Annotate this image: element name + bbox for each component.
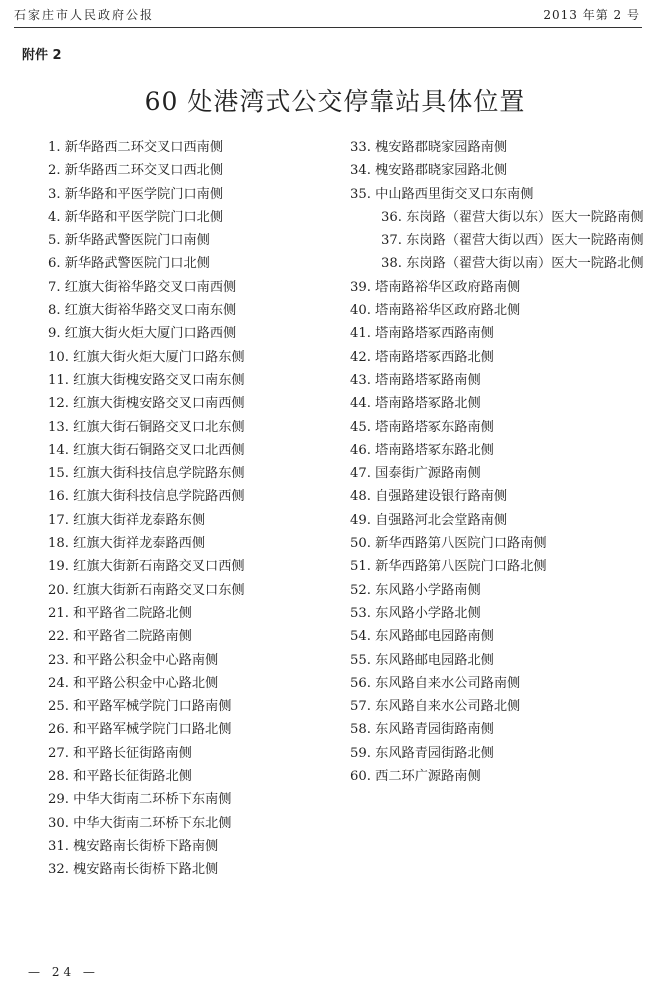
list-item: 28. 和平路长征街路北侧	[48, 769, 192, 785]
list-item: 5. 新华路武警医院门口南侧	[48, 233, 210, 249]
list-item: 40. 塔南路裕华区政府路北侧	[350, 303, 521, 319]
list-item: 60. 西二环广源路南侧	[350, 769, 481, 785]
list-item: 6. 新华路武警医院门口北侧	[48, 256, 210, 272]
list-item: 45. 塔南路塔冢东路南侧	[350, 419, 494, 435]
list-item: 26. 和平路军械学院门口路北侧	[48, 722, 232, 738]
list-item: 11. 红旗大街槐安路交叉口南东侧	[48, 372, 245, 388]
list-item: 38. 东岗路（翟营大街以南）医大一院路北侧	[381, 256, 644, 272]
list-item: 22. 和平路省二院路南侧	[48, 629, 192, 645]
list-item: 49. 自强路河北会堂路南侧	[350, 512, 508, 528]
list-item: 50. 新华西路第八医院门口路南侧	[350, 536, 547, 552]
list-item: 59. 东风路青园街路北侧	[350, 745, 494, 761]
list-item: 23. 和平路公积金中心路南侧	[48, 652, 219, 668]
list-item: 36. 东岗路（翟营大街以东）医大一院路南侧	[381, 209, 644, 225]
list-item: 46. 塔南路塔冢东路北侧	[350, 442, 494, 458]
list-item: 19. 红旗大街新石南路交叉口西侧	[48, 559, 245, 575]
list-item: 47. 国泰街广源路南侧	[350, 466, 481, 482]
list-item: 55. 东风路邮电园路北侧	[350, 652, 494, 668]
page-title: 60 处港湾式公交停靠站具体位置	[144, 87, 526, 116]
list-item: 44. 塔南路塔冢路北侧	[350, 396, 481, 412]
list-item: 56. 东风路自来水公司路南侧	[350, 675, 521, 691]
list-item: 57. 东风路自来水公司路北侧	[350, 699, 521, 715]
list-item: 4. 新华路和平医学院门口北侧	[48, 209, 224, 225]
list-item: 14. 红旗大街石铜路交叉口北西侧	[48, 442, 245, 458]
list-item: 17. 红旗大街祥龙泰路东侧	[48, 512, 206, 528]
list-item: 53. 东风路小学路北侧	[350, 605, 481, 621]
list-item: 52. 东风路小学路南侧	[350, 582, 481, 598]
list-item: 27. 和平路长征街路南侧	[48, 745, 192, 761]
publication-title: 石家庄市人民政府公报	[14, 8, 155, 22]
list-item: 34. 槐安路郡晓家园路北侧	[350, 163, 508, 179]
list-item: 15. 红旗大街科技信息学院路东侧	[48, 466, 245, 482]
list-item: 3. 新华路和平医学院门口南侧	[48, 186, 224, 202]
list-item: 25. 和平路军械学院门口路南侧	[48, 699, 232, 715]
list-item: 20. 红旗大街新石南路交叉口东侧	[48, 582, 245, 598]
issue-number: 2013 年第 2 号	[543, 8, 640, 22]
list-item: 54. 东风路邮电园路南侧	[350, 629, 494, 645]
list-item: 24. 和平路公积金中心路北侧	[48, 675, 219, 691]
list-item: 12. 红旗大街槐安路交叉口南西侧	[48, 396, 245, 412]
list-item: 33. 槐安路郡晓家园路南侧	[350, 140, 508, 155]
page-number: — 24 —	[28, 965, 99, 979]
list-item: 9. 红旗大街火炬大厦门口路西侧	[48, 326, 237, 342]
list-item: 2. 新华路西二环交叉口西北侧	[48, 163, 224, 179]
list-item: 18. 红旗大街祥龙泰路西侧	[48, 536, 206, 552]
list-item: 29. 中华大街南二环桥下东南侧	[48, 792, 232, 808]
list-item: 8. 红旗大街裕华路交叉口南东侧	[48, 303, 237, 319]
list-item: 7. 红旗大街裕华路交叉口南西侧	[48, 279, 237, 295]
list-item: 39. 塔南路裕华区政府路南侧	[350, 279, 521, 295]
list-item: 30. 中华大街南二环桥下东北侧	[48, 815, 232, 831]
list-item: 48. 自强路建设银行路南侧	[350, 489, 508, 505]
list-item: 43. 塔南路塔冢路南侧	[350, 372, 481, 388]
list-item: 37. 东岗路（翟营大街以西）医大一院路南侧	[381, 233, 644, 249]
list-item: 21. 和平路省二院路北侧	[48, 605, 192, 621]
list-item: 10. 红旗大街火炬大厦门口路东侧	[48, 349, 245, 365]
list-item: 13. 红旗大街石铜路交叉口北东侧	[48, 419, 245, 435]
attachment-label: 附件 2	[22, 48, 62, 63]
list-item: 58. 东风路青园街路南侧	[350, 722, 494, 738]
list-item: 1. 新华路西二环交叉口西南侧	[48, 140, 224, 155]
list-item: 51. 新华西路第八医院门口路北侧	[350, 559, 547, 575]
header-divider	[14, 27, 642, 28]
list-item: 35. 中山路西里街交叉口东南侧	[350, 186, 534, 202]
list-item: 41. 塔南路塔冢西路南侧	[350, 326, 494, 342]
list-item: 16. 红旗大街科技信息学院路西侧	[48, 489, 245, 505]
left-column-list	[48, 136, 333, 882]
list-item: 32. 槐安路南长街桥下路北侧	[48, 862, 219, 878]
list-item: 42. 塔南路塔冢西路北侧	[350, 349, 494, 365]
right-column-list	[350, 136, 650, 788]
list-item: 31. 槐安路南长街桥下路南侧	[48, 838, 219, 854]
